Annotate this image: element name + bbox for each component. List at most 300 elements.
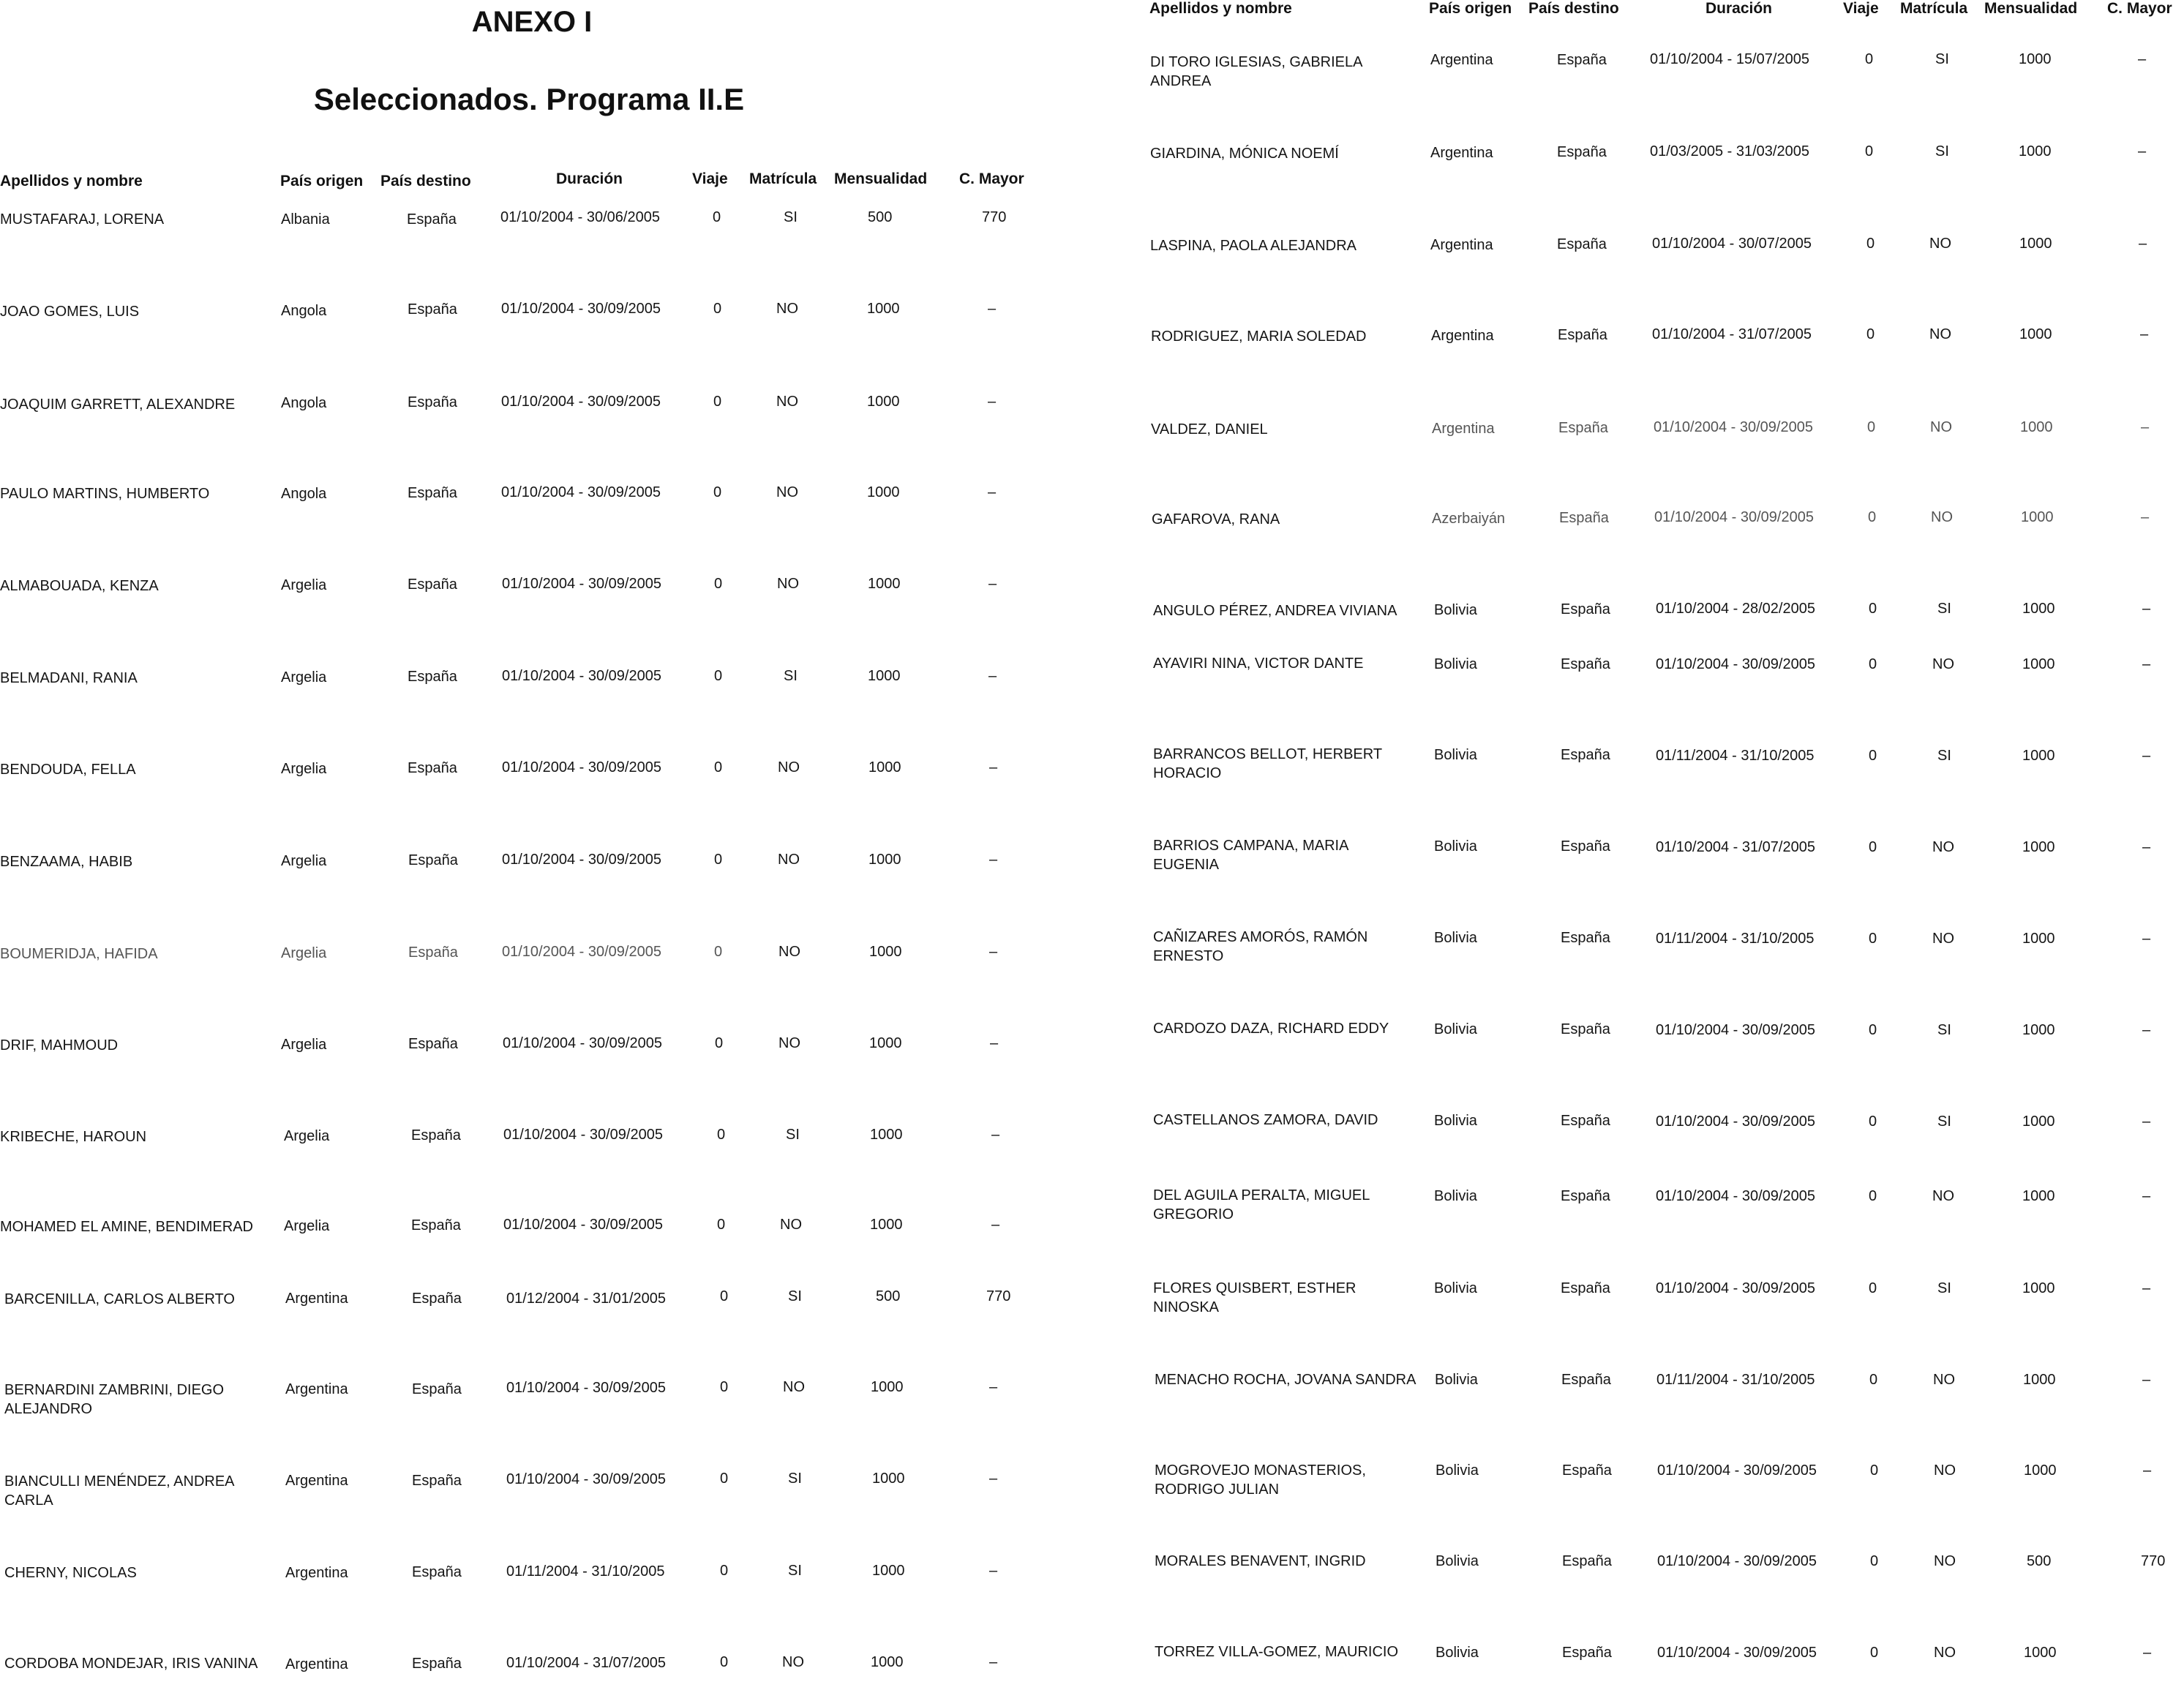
cell-destination: España bbox=[408, 394, 457, 410]
cell-name: BERNARDINI ZAMBRINI, DIEGO ALEJANDRO bbox=[4, 1382, 225, 1417]
cell-name: CORDOBA MONDEJAR, IRIS VANINA bbox=[4, 1656, 258, 1672]
cell-name: FLORES QUISBERT, ESTHER NINOSKA bbox=[1153, 1280, 1356, 1315]
cell-duration: 01/10/2004 - 30/09/2005 bbox=[502, 576, 661, 592]
cell-duration: 01/10/2004 - 31/07/2005 bbox=[506, 1655, 666, 1671]
cell-duration: 01/10/2004 - 30/07/2005 bbox=[1652, 236, 1812, 252]
cell-name: ALMABOUADA, KENZA bbox=[0, 578, 159, 594]
cell-travel: 0 bbox=[1869, 748, 1877, 764]
cell-origin: Argelia bbox=[281, 669, 327, 686]
cell-destination: España bbox=[1558, 327, 1607, 343]
cell-name: DI TORO IGLESIAS, GABRIELA ANDREA bbox=[1150, 54, 1362, 89]
cell-duration: 01/10/2004 - 30/09/2005 bbox=[502, 668, 661, 684]
cell-origin: Bolivia bbox=[1434, 1280, 1477, 1296]
cell-major: – bbox=[2142, 1280, 2151, 1296]
cell-monthly: 1000 bbox=[2022, 839, 2055, 855]
cell-major: – bbox=[2142, 601, 2151, 617]
cell-major: 770 bbox=[2141, 1553, 2166, 1569]
cell-tuition: NO bbox=[1932, 656, 1954, 672]
cell-travel: 0 bbox=[1869, 839, 1877, 855]
cell-origin: Bolivia bbox=[1434, 930, 1477, 946]
cell-monthly: 1000 bbox=[2024, 1462, 2057, 1479]
cell-duration: 01/10/2004 - 30/09/2005 bbox=[1657, 1462, 1817, 1479]
cell-major: – bbox=[2142, 931, 2151, 947]
cell-travel: 0 bbox=[714, 852, 723, 868]
cell-major: – bbox=[2141, 509, 2150, 525]
cell-travel: 0 bbox=[1869, 931, 1877, 947]
cell-destination: España bbox=[407, 211, 457, 228]
cell-tuition: SI bbox=[1937, 748, 1951, 764]
header-duration: Duración bbox=[556, 170, 623, 187]
cell-travel: 0 bbox=[1866, 326, 1875, 342]
cell-major: – bbox=[989, 1563, 998, 1579]
cell-destination: España bbox=[1561, 1021, 1610, 1037]
cell-duration: 01/10/2004 - 30/09/2005 bbox=[503, 1217, 663, 1233]
cell-duration: 01/10/2004 - 15/07/2005 bbox=[1650, 51, 1809, 67]
cell-monthly: 1000 bbox=[2021, 509, 2054, 525]
cell-name: CHERNY, NICOLAS bbox=[4, 1565, 137, 1581]
cell-origin: Argentina bbox=[285, 1473, 348, 1489]
cell-name: JOAO GOMES, LUIS bbox=[0, 304, 140, 320]
cell-name: JOAQUIM GARRETT, ALEXANDRE bbox=[0, 397, 236, 413]
header-major: C. Mayor bbox=[959, 170, 1024, 187]
cell-origin: Azerbaiyán bbox=[1432, 511, 1506, 527]
cell-travel: 0 bbox=[1869, 601, 1877, 617]
cell-tuition: NO bbox=[776, 484, 798, 500]
cell-origin: Bolivia bbox=[1434, 1113, 1477, 1129]
cell-monthly: 500 bbox=[876, 1288, 901, 1304]
cell-duration: 01/10/2004 - 30/09/2005 bbox=[502, 852, 661, 868]
cell-name: BARRANCOS BELLOT, HERBERT HORACIO bbox=[1153, 746, 1382, 781]
cell-destination: España bbox=[1557, 144, 1607, 160]
cell-monthly: 1000 bbox=[2022, 1188, 2055, 1204]
cell-origin: Angola bbox=[281, 486, 327, 502]
cell-duration: 01/10/2004 - 30/09/2005 bbox=[1656, 656, 1815, 672]
cell-duration: 01/10/2004 - 31/07/2005 bbox=[1652, 326, 1812, 342]
cell-duration: 01/10/2004 - 30/09/2005 bbox=[1654, 419, 1813, 435]
cell-name: BENZAAMA, HABIB bbox=[0, 854, 133, 870]
header-destination: País destino bbox=[380, 173, 471, 189]
cell-tuition: NO bbox=[776, 394, 798, 410]
cell-major: – bbox=[988, 484, 997, 500]
cell-origin: Argelia bbox=[281, 853, 327, 869]
cell-travel: 0 bbox=[715, 1035, 724, 1051]
cell-origin: Bolivia bbox=[1435, 1372, 1478, 1388]
cell-destination: España bbox=[1562, 1462, 1612, 1479]
cell-major: – bbox=[989, 759, 998, 775]
cell-major: – bbox=[988, 668, 997, 684]
cell-major: – bbox=[989, 944, 998, 960]
cell-destination: España bbox=[408, 301, 457, 318]
cell-origin: Argentina bbox=[1430, 237, 1493, 253]
cell-destination: España bbox=[408, 669, 457, 685]
cell-duration: 01/10/2004 - 30/09/2005 bbox=[502, 759, 661, 775]
cell-origin: Argelia bbox=[281, 1037, 327, 1053]
cell-tuition: SI bbox=[784, 209, 798, 225]
cell-tuition: SI bbox=[788, 1563, 802, 1579]
cell-destination: España bbox=[1562, 1553, 1612, 1569]
header-monthly: Mensualidad bbox=[834, 170, 928, 187]
cell-origin: Angola bbox=[281, 395, 327, 411]
cell-destination: España bbox=[408, 944, 458, 961]
cell-travel: 0 bbox=[1869, 1280, 1877, 1296]
cell-monthly: 1000 bbox=[870, 1217, 903, 1233]
cell-tuition: SI bbox=[784, 668, 798, 684]
cell-name: RODRIGUEZ, MARIA SOLEDAD bbox=[1151, 328, 1367, 345]
cell-tuition: SI bbox=[788, 1471, 802, 1487]
cell-destination: España bbox=[412, 1473, 462, 1489]
cell-name: CARDOZO DAZA, RICHARD EDDY bbox=[1153, 1021, 1389, 1037]
cell-travel: 0 bbox=[1869, 1372, 1878, 1388]
cell-tuition: SI bbox=[1935, 51, 1949, 67]
cell-travel: 0 bbox=[720, 1471, 729, 1487]
cell-major: – bbox=[991, 1217, 1000, 1233]
cell-destination: España bbox=[411, 1127, 461, 1143]
cell-tuition: NO bbox=[782, 1654, 804, 1670]
cell-monthly: 1000 bbox=[868, 759, 901, 775]
cell-major: – bbox=[2143, 1645, 2152, 1661]
cell-tuition: NO bbox=[1931, 509, 1953, 525]
cell-duration: 01/03/2005 - 31/03/2005 bbox=[1650, 143, 1809, 159]
cell-travel: 0 bbox=[1869, 1113, 1877, 1130]
cell-monthly: 1000 bbox=[2022, 1113, 2055, 1130]
cell-name: MOHAMED EL AMINE, BENDIMERAD bbox=[0, 1219, 253, 1235]
cell-duration: 01/10/2004 - 30/09/2005 bbox=[1657, 1645, 1817, 1661]
cell-monthly: 1000 bbox=[869, 1035, 902, 1051]
cell-major: – bbox=[2142, 1113, 2151, 1130]
cell-name: GAFAROVA, RANA bbox=[1152, 511, 1280, 527]
cell-monthly: 1000 bbox=[869, 944, 902, 960]
header-tuition: Matrícula bbox=[749, 170, 817, 187]
cell-destination: España bbox=[1561, 747, 1610, 763]
cell-origin: Albania bbox=[281, 211, 330, 228]
cell-tuition: SI bbox=[1937, 1280, 1951, 1296]
cell-travel: 0 bbox=[713, 394, 722, 410]
cell-travel: 0 bbox=[1869, 1188, 1877, 1204]
cell-monthly: 500 bbox=[868, 209, 893, 225]
cell-travel: 0 bbox=[1870, 1462, 1879, 1479]
header-origin: País origen bbox=[280, 173, 364, 189]
cell-destination: España bbox=[1557, 52, 1607, 68]
cell-name: CASTELLANOS ZAMORA, DAVID bbox=[1153, 1112, 1378, 1128]
cell-major: – bbox=[2141, 419, 2150, 435]
cell-travel: 0 bbox=[1869, 1022, 1877, 1038]
cell-travel: 0 bbox=[717, 1127, 726, 1143]
cell-tuition: NO bbox=[1934, 1553, 1956, 1569]
cell-name: DEL AGUILA PERALTA, MIGUEL GREGORIO bbox=[1153, 1187, 1370, 1223]
cell-duration: 01/10/2004 - 30/09/2005 bbox=[1656, 1113, 1815, 1130]
cell-duration: 01/10/2004 - 30/09/2005 bbox=[1656, 1280, 1815, 1296]
cell-monthly: 500 bbox=[2027, 1553, 2052, 1569]
cell-duration: 01/10/2004 - 30/09/2005 bbox=[501, 394, 661, 410]
cell-duration: 01/10/2004 - 30/09/2005 bbox=[501, 484, 661, 500]
cell-destination: España bbox=[1559, 510, 1609, 526]
cell-monthly: 1000 bbox=[871, 1379, 904, 1395]
cell-origin: Bolivia bbox=[1436, 1462, 1479, 1479]
cell-monthly: 1000 bbox=[870, 1127, 903, 1143]
cell-destination: España bbox=[408, 760, 457, 776]
cell-monthly: 1000 bbox=[2019, 51, 2052, 67]
cell-monthly: 1000 bbox=[2022, 601, 2055, 617]
cell-travel: 0 bbox=[714, 759, 723, 775]
cell-destination: España bbox=[1561, 930, 1610, 946]
cell-duration: 01/12/2004 - 31/01/2005 bbox=[506, 1291, 666, 1307]
cell-destination: España bbox=[1561, 1280, 1610, 1296]
cell-destination: España bbox=[1561, 1372, 1611, 1388]
cell-travel: 0 bbox=[1867, 419, 1876, 435]
cell-duration: 01/10/2004 - 30/09/2005 bbox=[501, 301, 661, 317]
cell-duration: 01/10/2004 - 28/02/2005 bbox=[1656, 601, 1815, 617]
cell-tuition: NO bbox=[777, 576, 799, 592]
cell-monthly: 1000 bbox=[2022, 1022, 2055, 1038]
cell-major: – bbox=[2142, 839, 2151, 855]
cell-origin: Bolivia bbox=[1436, 1645, 1479, 1661]
cell-origin: Bolivia bbox=[1434, 747, 1477, 763]
cell-origin: Bolivia bbox=[1434, 602, 1477, 618]
cell-destination: España bbox=[1561, 1188, 1610, 1204]
cell-origin: Argentina bbox=[1431, 328, 1494, 344]
annex-title: ANEXO I bbox=[471, 6, 593, 38]
cell-origin: Bolivia bbox=[1434, 838, 1477, 855]
cell-monthly: 1000 bbox=[2023, 1372, 2056, 1388]
cell-major: – bbox=[2142, 1022, 2151, 1038]
cell-travel: 0 bbox=[1865, 51, 1874, 67]
cell-origin: Argelia bbox=[281, 761, 327, 777]
cell-monthly: 1000 bbox=[2019, 326, 2052, 342]
cell-monthly: 1000 bbox=[2024, 1645, 2057, 1661]
cell-destination: España bbox=[1558, 420, 1608, 436]
cell-origin: Argentina bbox=[285, 1565, 348, 1581]
header-name: Apellidos y nombre bbox=[0, 173, 143, 189]
cell-destination: España bbox=[1561, 601, 1610, 617]
cell-origin: Argelia bbox=[281, 945, 327, 961]
cell-tuition: NO bbox=[1930, 419, 1952, 435]
cell-major: – bbox=[2138, 143, 2147, 159]
cell-tuition: NO bbox=[1932, 931, 1954, 947]
cell-duration: 01/10/2004 - 30/09/2005 bbox=[1654, 509, 1814, 525]
cell-major: – bbox=[2142, 1372, 2151, 1388]
cell-tuition: SI bbox=[788, 1288, 802, 1304]
cell-origin: Argentina bbox=[1432, 421, 1495, 437]
cell-name: MOGROVEJO MONASTERIOS, RODRIGO JULIAN bbox=[1155, 1462, 1366, 1498]
cell-tuition: NO bbox=[783, 1379, 805, 1395]
cell-origin: Argelia bbox=[281, 577, 327, 593]
cell-major: – bbox=[2138, 51, 2147, 67]
cell-origin: Bolivia bbox=[1436, 1553, 1479, 1569]
cell-travel: 0 bbox=[1868, 509, 1877, 525]
cell-monthly: 1000 bbox=[2019, 236, 2052, 252]
cell-major: – bbox=[988, 576, 997, 592]
cell-name: TORREZ VILLA-GOMEZ, MAURICIO bbox=[1155, 1644, 1398, 1660]
cell-tuition: NO bbox=[778, 852, 800, 868]
cell-destination: España bbox=[1562, 1645, 1612, 1661]
cell-destination: España bbox=[412, 1381, 462, 1397]
cell-origin: Bolivia bbox=[1434, 1021, 1477, 1037]
header-tuition: Matrícula bbox=[1900, 0, 1968, 17]
cell-name: BARRIOS CAMPANA, MARIA EUGENIA bbox=[1153, 838, 1348, 873]
cell-travel: 0 bbox=[714, 668, 723, 684]
cell-name: ANGULO PÉREZ, ANDREA VIVIANA bbox=[1153, 603, 1397, 619]
cell-name: DRIF, MAHMOUD bbox=[0, 1037, 119, 1054]
cell-travel: 0 bbox=[713, 484, 722, 500]
cell-name: CAÑIZARES AMORÓS, RAMÓN ERNESTO bbox=[1153, 929, 1368, 964]
cell-destination: España bbox=[1557, 236, 1607, 252]
cell-monthly: 1000 bbox=[868, 668, 901, 684]
cell-major: – bbox=[989, 1654, 998, 1670]
cell-destination: España bbox=[412, 1564, 462, 1580]
cell-major: 770 bbox=[982, 209, 1007, 225]
cell-duration: 01/11/2004 - 31/10/2005 bbox=[1656, 1372, 1815, 1388]
cell-major: – bbox=[2142, 1188, 2151, 1204]
cell-destination: España bbox=[408, 1036, 458, 1052]
cell-monthly: 1000 bbox=[872, 1563, 905, 1579]
cell-tuition: NO bbox=[778, 944, 800, 960]
cell-duration: 01/10/2004 - 30/09/2005 bbox=[502, 944, 661, 960]
cell-name: BIANCULLI MENÉNDEZ, ANDREA CARLA bbox=[4, 1473, 234, 1509]
cell-origin: Argentina bbox=[285, 1291, 348, 1307]
cell-tuition: SI bbox=[786, 1127, 800, 1143]
cell-name: BARCENILLA, CARLOS ALBERTO bbox=[4, 1291, 235, 1307]
cell-travel: 0 bbox=[714, 944, 723, 960]
cell-name: KRIBECHE, HAROUN bbox=[0, 1129, 147, 1145]
cell-monthly: 1000 bbox=[2019, 143, 2052, 159]
cell-monthly: 1000 bbox=[2022, 1280, 2055, 1296]
cell-major: – bbox=[2142, 748, 2151, 764]
cell-origin: Argentina bbox=[1430, 145, 1493, 161]
header-travel: Viaje bbox=[1843, 0, 1879, 17]
cell-origin: Bolivia bbox=[1434, 1188, 1477, 1204]
cell-name: PAULO MARTINS, HUMBERTO bbox=[0, 486, 210, 502]
header-major: C. Mayor bbox=[2107, 0, 2172, 17]
cell-duration: 01/10/2004 - 30/06/2005 bbox=[500, 209, 660, 225]
cell-duration: 01/10/2004 - 30/09/2005 bbox=[1657, 1553, 1817, 1569]
cell-monthly: 1000 bbox=[867, 301, 900, 317]
cell-travel: 0 bbox=[1870, 1645, 1879, 1661]
cell-name: LASPINA, PAOLA ALEJANDRA bbox=[1150, 238, 1356, 254]
header-travel: Viaje bbox=[692, 170, 728, 187]
header-origin: País origen bbox=[1429, 0, 1512, 17]
cell-name: MUSTAFARAJ, LORENA bbox=[0, 211, 165, 228]
cell-origin: Argentina bbox=[285, 1381, 348, 1397]
cell-tuition: NO bbox=[1933, 1372, 1955, 1388]
cell-name: BOUMERIDJA, HAFIDA bbox=[0, 946, 158, 962]
cell-major: – bbox=[989, 852, 998, 868]
header-monthly: Mensualidad bbox=[1984, 0, 2078, 17]
cell-tuition: SI bbox=[1937, 601, 1951, 617]
cell-travel: 0 bbox=[720, 1379, 729, 1395]
cell-travel: 0 bbox=[714, 576, 723, 592]
cell-major: – bbox=[991, 1127, 1000, 1143]
cell-duration: 01/11/2004 - 31/10/2005 bbox=[1656, 931, 1815, 947]
cell-origin: Argelia bbox=[284, 1218, 330, 1234]
cell-destination: España bbox=[408, 852, 458, 868]
cell-duration: 01/10/2004 - 30/09/2005 bbox=[1656, 1188, 1815, 1204]
cell-monthly: 1000 bbox=[2022, 748, 2055, 764]
cell-duration: 01/10/2004 - 30/09/2005 bbox=[1656, 1022, 1815, 1038]
cell-major: 770 bbox=[986, 1288, 1011, 1304]
cell-travel: 0 bbox=[1870, 1553, 1879, 1569]
cell-duration: 01/11/2004 - 31/10/2005 bbox=[506, 1563, 665, 1580]
cell-major: – bbox=[990, 1035, 999, 1051]
section-title: Seleccionados. Programa II.E bbox=[313, 82, 745, 116]
cell-origin: Argentina bbox=[285, 1656, 348, 1672]
header-name: Apellidos y nombre bbox=[1149, 0, 1292, 17]
cell-tuition: SI bbox=[1937, 1113, 1951, 1130]
cell-monthly: 1000 bbox=[2022, 931, 2055, 947]
cell-origin: Angola bbox=[281, 303, 327, 319]
cell-major: – bbox=[989, 1379, 998, 1395]
cell-monthly: 1000 bbox=[868, 852, 901, 868]
cell-name: MORALES BENAVENT, INGRID bbox=[1155, 1553, 1366, 1569]
cell-name: GIARDINA, MÓNICA NOEMÍ bbox=[1150, 146, 1339, 162]
header-destination: País destino bbox=[1528, 0, 1619, 17]
cell-major: – bbox=[2140, 326, 2149, 342]
cell-destination: España bbox=[1561, 838, 1610, 855]
header-duration: Duración bbox=[1705, 0, 1773, 17]
cell-travel: 0 bbox=[713, 301, 722, 317]
cell-tuition: NO bbox=[1934, 1645, 1956, 1661]
cell-name: AYAVIRI NINA, VICTOR DANTE bbox=[1153, 656, 1364, 672]
cell-name: BENDOUDA, FELLA bbox=[0, 762, 136, 778]
cell-duration: 01/11/2004 - 31/10/2005 bbox=[1656, 748, 1815, 764]
cell-tuition: NO bbox=[778, 759, 800, 775]
cell-destination: España bbox=[412, 1291, 462, 1307]
cell-travel: 0 bbox=[713, 209, 721, 225]
cell-monthly: 1000 bbox=[867, 394, 900, 410]
cell-travel: 0 bbox=[720, 1288, 729, 1304]
cell-tuition: NO bbox=[1934, 1462, 1956, 1479]
cell-major: – bbox=[2142, 656, 2151, 672]
cell-tuition: NO bbox=[1929, 326, 1951, 342]
cell-travel: 0 bbox=[1866, 236, 1875, 252]
cell-travel: 0 bbox=[1865, 143, 1874, 159]
cell-tuition: NO bbox=[780, 1217, 802, 1233]
cell-travel: 0 bbox=[720, 1654, 729, 1670]
cell-travel: 0 bbox=[1869, 656, 1877, 672]
cell-monthly: 1000 bbox=[872, 1471, 905, 1487]
cell-destination: España bbox=[1561, 656, 1610, 672]
cell-monthly: 1000 bbox=[871, 1654, 904, 1670]
cell-major: – bbox=[989, 1471, 998, 1487]
cell-name: VALDEZ, DANIEL bbox=[1151, 421, 1268, 437]
cell-destination: España bbox=[408, 577, 457, 593]
cell-destination: España bbox=[408, 485, 457, 501]
cell-origin: Argelia bbox=[284, 1128, 330, 1144]
cell-tuition: NO bbox=[778, 1035, 800, 1051]
cell-origin: Argentina bbox=[1430, 52, 1493, 68]
cell-monthly: 1000 bbox=[868, 576, 901, 592]
cell-monthly: 1000 bbox=[867, 484, 900, 500]
cell-tuition: SI bbox=[1937, 1022, 1951, 1038]
cell-tuition: NO bbox=[776, 301, 798, 317]
cell-monthly: 1000 bbox=[2020, 419, 2053, 435]
cell-major: – bbox=[2139, 236, 2147, 252]
cell-duration: 01/10/2004 - 30/09/2005 bbox=[506, 1380, 666, 1396]
cell-major: – bbox=[988, 301, 997, 317]
cell-tuition: NO bbox=[1929, 236, 1951, 252]
cell-destination: España bbox=[411, 1217, 461, 1233]
cell-duration: 01/10/2004 - 30/09/2005 bbox=[506, 1471, 666, 1487]
cell-duration: 01/10/2004 - 30/09/2005 bbox=[503, 1035, 662, 1051]
cell-origin: Bolivia bbox=[1434, 656, 1477, 672]
cell-travel: 0 bbox=[717, 1217, 726, 1233]
cell-tuition: NO bbox=[1932, 839, 1954, 855]
cell-destination: España bbox=[412, 1656, 462, 1672]
cell-tuition: SI bbox=[1935, 143, 1949, 159]
cell-major: – bbox=[2143, 1462, 2152, 1479]
cell-duration: 01/10/2004 - 30/09/2005 bbox=[503, 1127, 663, 1143]
cell-name: MENACHO ROCHA, JOVANA SANDRA bbox=[1155, 1372, 1416, 1388]
cell-travel: 0 bbox=[720, 1563, 729, 1579]
